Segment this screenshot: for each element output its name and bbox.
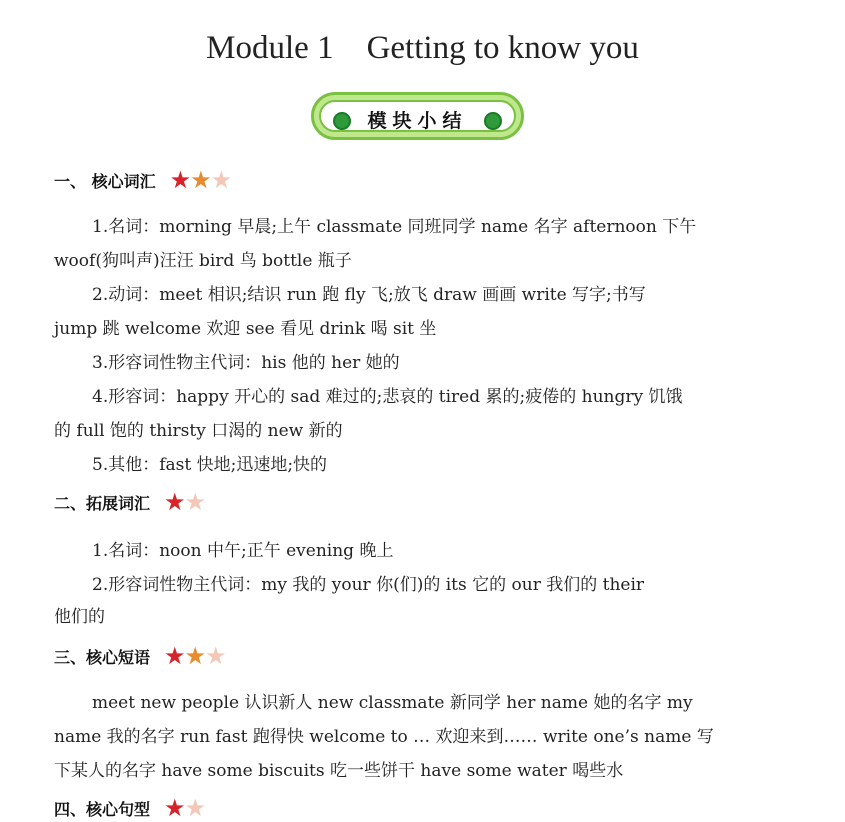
text-line: 5.其他：fast 快地;迅速地;快的 xyxy=(92,455,328,475)
text-line: name 我的名字 run fast 跑得快 welcome to … 欢迎来到…… write one’s name 写 xyxy=(54,727,714,747)
text-line: 的 full 饱的 thirsty 口渴的 new 新的 xyxy=(54,421,343,441)
section-heading-core-phrases xyxy=(54,644,226,668)
star-icon: ★ xyxy=(184,642,207,670)
text-line: 下某人的名字 have some biscuits 吃一些饼干 have some water 喝些水 xyxy=(54,761,624,781)
text-line: 4.形容词：happy 开心的 sad 难过的;悲哀的 tired 累的;疲倦的 hungry 饥饿 xyxy=(92,387,683,407)
rating-stars xyxy=(164,796,205,820)
star-icon: ★ xyxy=(210,166,233,194)
text-line: 2.动词：meet 相识;结识 run 跑 fly 飞;放飞 draw 画画 write 写字;书写 xyxy=(92,285,646,305)
section-heading-core-sentences xyxy=(54,796,205,820)
text-line: 3.形容词性物主代词：his 他的 her 她的 xyxy=(92,353,400,373)
section-heading-extended-vocab xyxy=(54,490,205,514)
rating-stars xyxy=(170,168,232,192)
badge-label: 模块小结 xyxy=(367,110,468,132)
star-icon: ★ xyxy=(184,794,207,822)
star-icon: ★ xyxy=(164,794,186,822)
star-icon: ★ xyxy=(184,488,207,516)
text-line: 1.名词：morning 早晨;上午 classmate 同班同学 name 名字 afternoon 下午 xyxy=(92,217,697,237)
section-title: 二、拓展词汇 xyxy=(54,493,151,513)
page-title: Module 1 Getting to know you xyxy=(206,30,639,66)
star-icon: ★ xyxy=(205,642,227,670)
rating-stars xyxy=(164,644,226,668)
badge-frame xyxy=(319,100,516,132)
section-title: 一、 核心词汇 xyxy=(54,171,156,191)
text-line: jump 跳 welcome 欢迎 see 看见 drink 喝 sit 坐 xyxy=(54,319,437,339)
section-title: 三、核心短语 xyxy=(54,647,151,667)
section-title: 四、核心句型 xyxy=(54,799,151,819)
module-summary-badge xyxy=(311,92,524,140)
green-dot-icon xyxy=(484,112,502,130)
star-icon: ★ xyxy=(190,166,212,194)
text-line: 他们的 xyxy=(54,607,105,627)
star-icon: ★ xyxy=(164,488,186,516)
text-line: woof(狗叫声)汪汪 bird 鸟 bottle 瓶子 xyxy=(54,251,352,271)
section-heading-core-vocab xyxy=(54,168,231,192)
text-line: 2.形容词性物主代词：my 我的 your 你(们)的 its 它的 our 我们的 their xyxy=(92,575,645,595)
text-line: meet new people 认识新人 new classmate 新同学 her name 她的名字 my xyxy=(92,693,693,713)
text-line: 1.名词：noon 中午;正午 evening 晚上 xyxy=(92,541,394,561)
star-icon: ★ xyxy=(169,166,192,194)
star-icon: ★ xyxy=(164,642,186,670)
rating-stars xyxy=(164,490,205,514)
